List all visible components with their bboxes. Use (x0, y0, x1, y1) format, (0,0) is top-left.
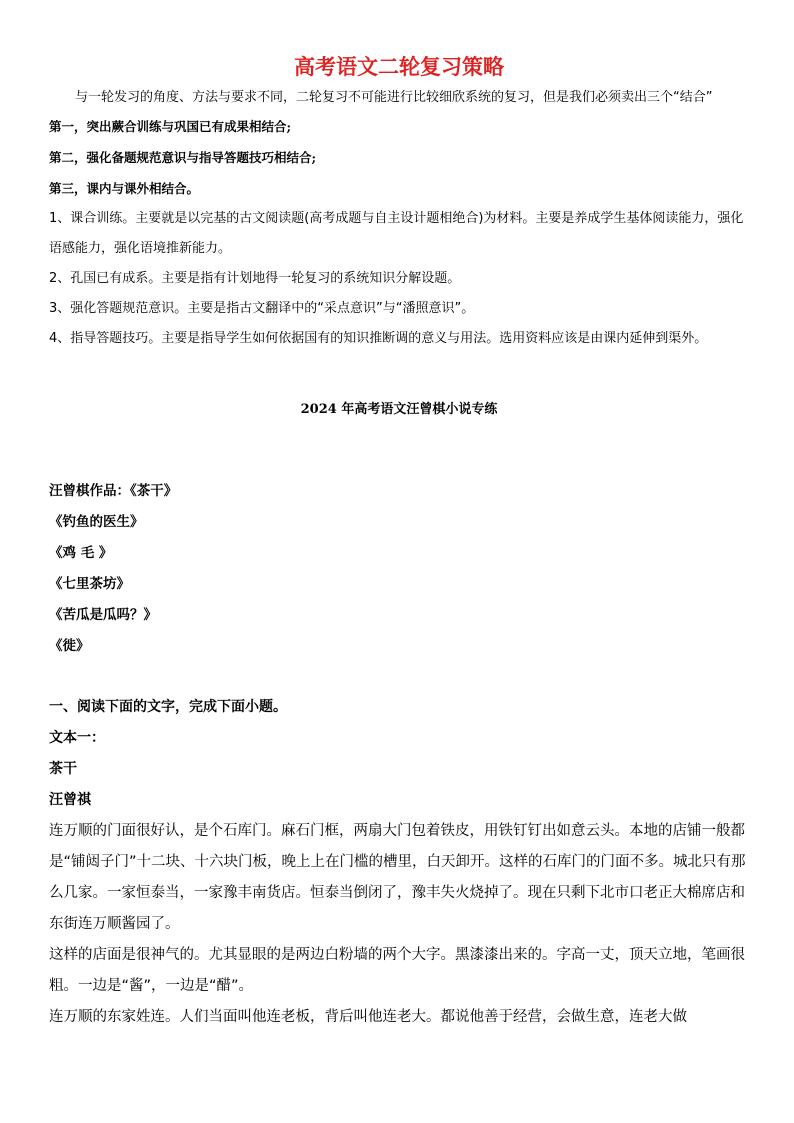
strategy-point-3: 第三，课内与课外相结合。 (49, 181, 200, 196)
story-paragraph: 这样的店面是很神气的。尤其显眼的是两边白粉墙的两个大字。黑漆漆出来的。字高一丈，顶天立地，笔画很粗。一边是“酱”，一边是“醋”。 (49, 947, 745, 994)
strategy-detail-3: 3、强化答题规范意识。主要是指古文翻译中的“采点意识”与“潘照意识”。 (49, 301, 475, 316)
document-page (49, 52, 749, 1033)
story-title: 茶干 (49, 761, 77, 777)
strategy-point-1: 第一，突出蕨合训练与巩国已有成果相结合; (49, 119, 292, 134)
story-author: 汪曾祺 (49, 792, 91, 808)
work-item: 《七里茶坊》 (49, 576, 130, 592)
work-item: 《钓鱼的医生》 (49, 514, 144, 530)
work-item: 《徙》 (49, 638, 90, 654)
strategy-point-2: 第二，强化备题规范意识与指导答题技巧相结合; (49, 150, 317, 165)
works-list (49, 476, 749, 662)
strategy-details (49, 204, 749, 354)
strategy-detail-4: 4、指导答题技巧。主要是指导学生如何依据国有的知识推断调的意义与用法。选用资料应该是由课内延伸到渠外。 (49, 331, 708, 346)
story-paragraph: 连万顺的门面很好认，是个石库门。麻石门框，两扇大门包着铁皮，用铁钉钉出如意云头。本地的店铺一般都是“铺闼子门”十二块、十六块门板，晚上上在门槛的槽里，白天卸开。这样的石库门的门面不多。城北只有那么几家。一家恒泰当，一家豫丰南货店。恒泰当倒闭了，豫丰失火烧掉了。现在只剩下北市口老正大棉席店和东街连万顺酱园了。 (49, 823, 746, 932)
exercise-heading: 一、阅读下面的文字，完成下面小题。 (49, 699, 287, 715)
document-title: 高考语文二轮复习策略 (294, 55, 504, 79)
strategy-points (49, 111, 749, 204)
section-heading: 2024 年高考语文汪曾棋小说专练 (300, 402, 498, 417)
strategy-detail-2: 2、孔国已有成系。主要是指有计划地得一轮复习的系统知识分解设题。 (49, 271, 461, 286)
work-item: 《鸡 毛 》 (49, 545, 113, 561)
works-label: 汪曾棋作品：《茶干》 (49, 483, 178, 499)
strategy-detail-1: 1、课合训练。主要就是以完基的古文阅读题(高考成题与自主设计题相绝合)为材料。主要是养成学生基体阅读能力，强化语感能力，强化语境推新能力。 (49, 211, 744, 256)
exercise-section (49, 692, 749, 1033)
text-label: 文本一： (49, 730, 105, 746)
story-paragraph: 连万顺的东家姓连。人们当面叫他连老板，背后叫他连老大。都说他善于经营，会做生意，连老大做 (49, 1009, 687, 1025)
work-item: 《苦瓜是瓜吗？》 (49, 607, 157, 623)
intro-paragraph: 与一轮发习的角度、方法与要求不同，二轮复习不可能进行比较细欣系统的复习，但是我们必须卖出三个“结合” (75, 90, 713, 105)
